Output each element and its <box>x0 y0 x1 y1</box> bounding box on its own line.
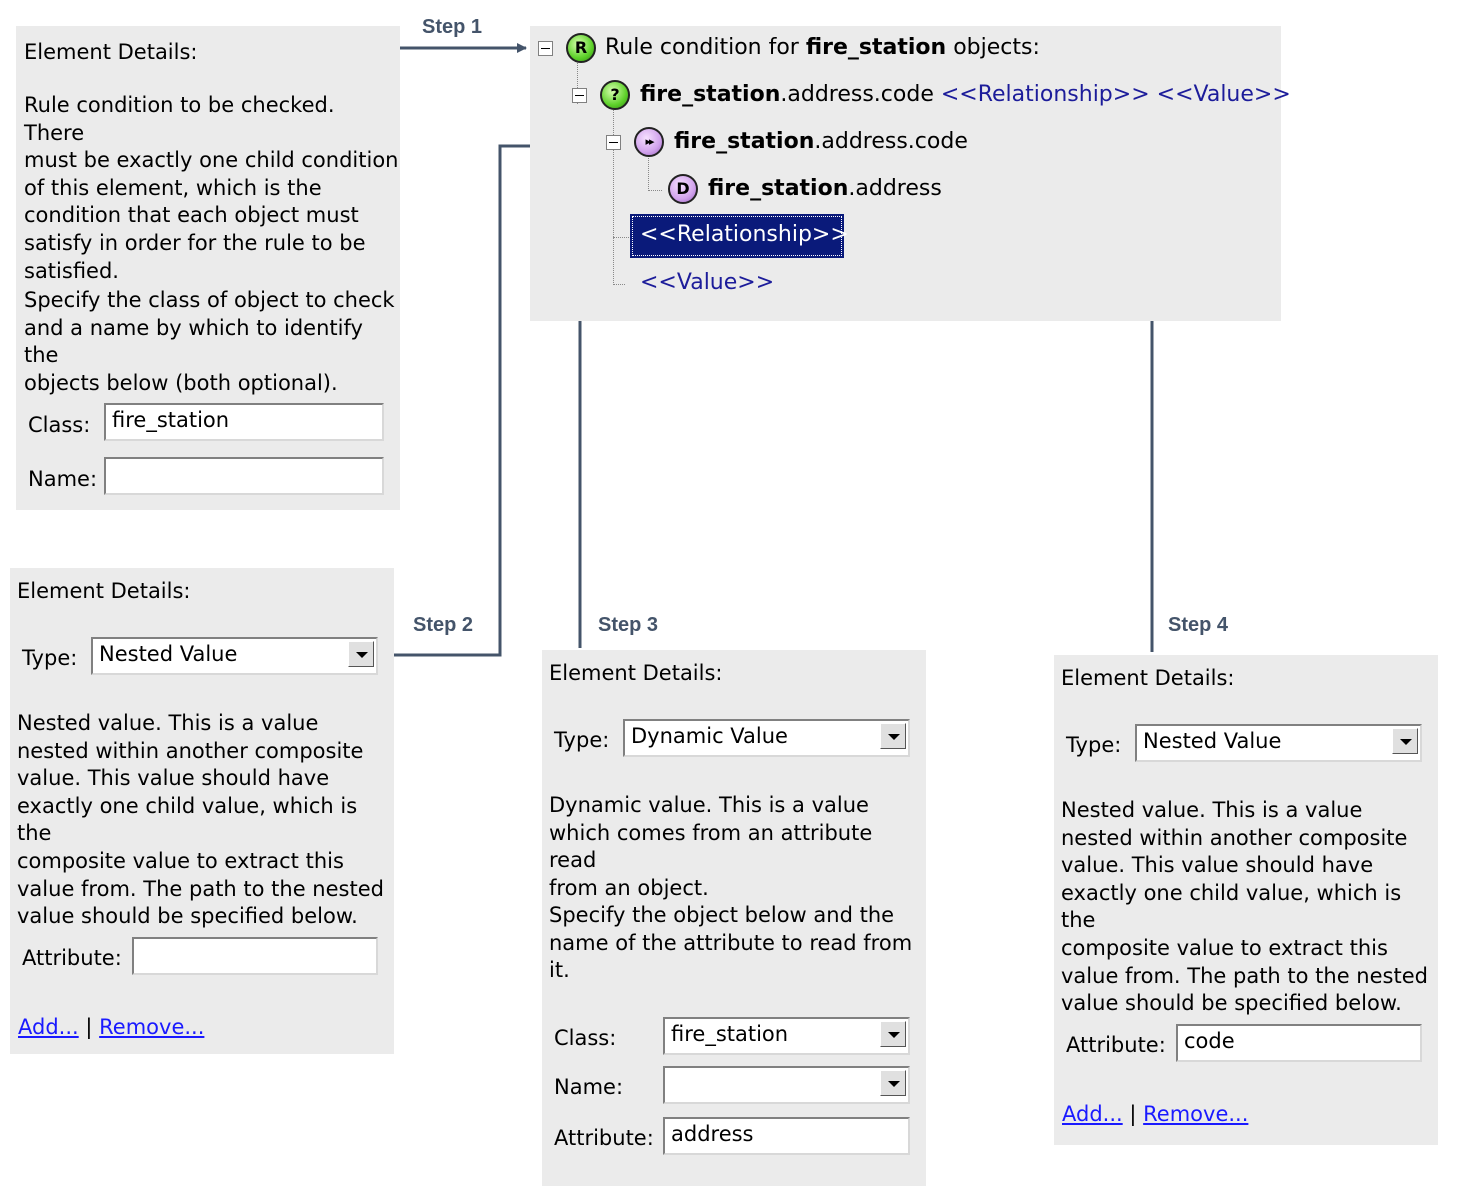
tree-line <box>613 237 631 238</box>
panel-header: Element Details: <box>17 579 191 603</box>
type-select[interactable] <box>1135 724 1422 762</box>
name-select[interactable] <box>663 1066 910 1104</box>
chevron-down-icon[interactable] <box>880 1021 906 1047</box>
name-label: Name: <box>28 467 98 491</box>
class-select[interactable] <box>663 1017 910 1055</box>
collapse-toggle-icon[interactable] <box>572 88 587 103</box>
link-separator: | <box>85 1015 93 1039</box>
attribute-label: Attribute: <box>22 946 122 970</box>
name-input[interactable] <box>104 457 384 495</box>
condition-icon: ? <box>600 80 630 110</box>
link-separator: | <box>1129 1102 1137 1126</box>
element-details-panel-rule <box>16 26 400 510</box>
attribute-input[interactable]: code <box>1176 1024 1422 1062</box>
attribute-input[interactable]: address <box>663 1117 910 1155</box>
class-input[interactable]: fire_station <box>104 403 384 441</box>
tree-node-dynamic-value[interactable]: fire_station.address <box>708 176 942 201</box>
tree-line <box>648 190 662 191</box>
type-select-value: Dynamic Value <box>631 724 788 748</box>
step-2-label: Step 2 <box>413 614 474 636</box>
rule-instructions: Specify the class of object to check and a name by which to identify the objects below (both optional). <box>24 288 395 395</box>
class-label: Class: <box>554 1026 617 1050</box>
dynamic-value-instructions: Specify the object below and the name of the attribute to read from it. <box>549 903 913 983</box>
type-select-value: Nested Value <box>99 642 238 666</box>
tree-node-nested-value[interactable]: fire_station.address.code <box>674 129 968 154</box>
chevron-down-icon[interactable] <box>1392 728 1418 754</box>
step-3-label: Step 3 <box>598 614 659 636</box>
step-4-label: Step 4 <box>1168 614 1229 636</box>
add-remove-links <box>1062 1100 1248 1128</box>
tree-line <box>613 284 625 285</box>
attribute-label: Attribute: <box>554 1126 654 1150</box>
tree-line <box>613 103 614 285</box>
name-label: Name: <box>554 1075 624 1099</box>
tree-node-value[interactable]: <<Value>> <box>640 270 775 295</box>
type-label: Type: <box>22 646 78 670</box>
element-details-panel-dynamic-value <box>542 650 926 1186</box>
chevron-down-icon[interactable] <box>880 1070 906 1096</box>
nested-value-icon: ▸▸ <box>634 127 664 157</box>
remove-link[interactable]: Remove... <box>99 1015 205 1039</box>
rule-tree-panel <box>530 26 1291 321</box>
dynamic-value-description: Dynamic value. This is a value which comes from an attribute read from an object. <box>549 793 873 900</box>
collapse-toggle-icon[interactable] <box>606 135 621 150</box>
panel-header: Element Details: <box>549 661 723 685</box>
rule-icon: R <box>566 33 596 63</box>
chevron-down-icon[interactable] <box>880 723 906 749</box>
attribute-input[interactable] <box>132 937 378 975</box>
type-select-value: Nested Value <box>1143 729 1282 753</box>
panel-header: Element Details: <box>24 40 198 64</box>
chevron-down-icon[interactable] <box>348 641 374 667</box>
element-details-panel-nested-value-code <box>1054 655 1438 1145</box>
class-select-value: fire_station <box>671 1022 789 1046</box>
nested-value-description: Nested value. This is a value nested within another composite value. This value should have exactly one child value, which is the composite value to extract this value from. The path to the nested value should be specified below. <box>17 711 384 929</box>
add-link[interactable]: Add... <box>1062 1102 1123 1126</box>
tree-node-relationship-selected[interactable]: <<Relationship>> <box>630 214 844 258</box>
nested-value-description: Nested value. This is a value nested within another composite value. This value should have exactly one child value, which is the composite value to extract this value from. The path to the nested value should be specified below. <box>1061 798 1428 1016</box>
dynamic-value-icon: D <box>668 174 698 204</box>
tree-node-condition[interactable]: fire_station.address.code <<Relationship>> <<Value>> <box>640 82 1291 107</box>
add-link[interactable]: Add... <box>18 1015 79 1039</box>
element-details-panel-nested-value <box>10 568 394 1054</box>
type-select[interactable] <box>91 637 378 675</box>
rule-description: Rule condition to be checked. There must be exactly one child condition of this element, which is the condition that each object must satisfy in order for the rule to be satisfied. <box>24 93 399 283</box>
step-1-label: Step 1 <box>422 16 483 38</box>
collapse-toggle-icon[interactable] <box>538 41 553 56</box>
remove-link[interactable]: Remove... <box>1143 1102 1249 1126</box>
type-label: Type: <box>554 728 610 752</box>
add-remove-links <box>18 1013 204 1041</box>
class-label: Class: <box>28 413 91 437</box>
type-label: Type: <box>1066 733 1122 757</box>
type-select[interactable] <box>623 719 910 757</box>
panel-header: Element Details: <box>1061 666 1235 690</box>
tree-line <box>648 151 649 191</box>
attribute-label: Attribute: <box>1066 1033 1166 1057</box>
tree-node-rule[interactable]: Rule condition for fire_station objects: <box>605 35 1040 60</box>
